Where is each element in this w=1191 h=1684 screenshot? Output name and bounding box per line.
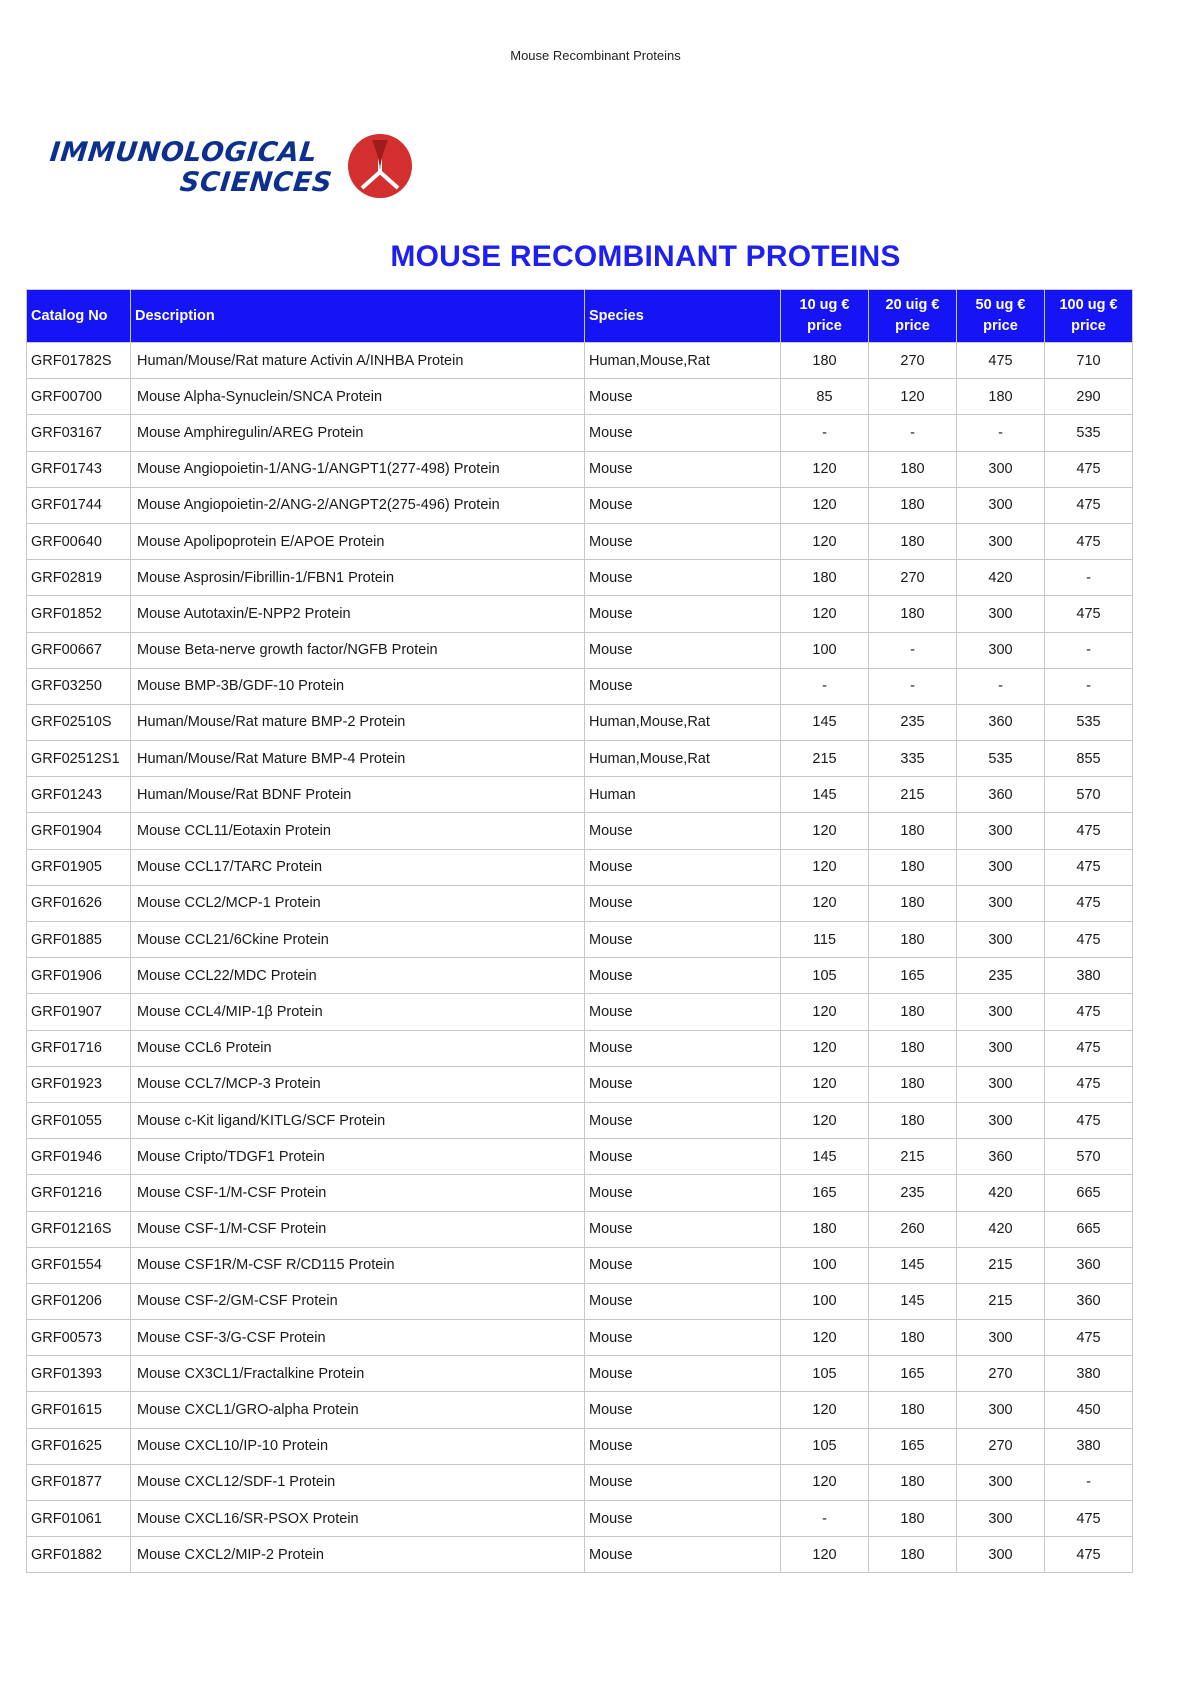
price-50ug-cell: 300 bbox=[957, 994, 1045, 1030]
price-100ug-cell: 290 bbox=[1045, 379, 1133, 415]
logo-line-1: IMMUNOLOGICAL bbox=[48, 137, 319, 168]
description-cell: Mouse CCL6 Protein bbox=[131, 1030, 585, 1066]
catalog-no-cell: GRF01885 bbox=[27, 922, 131, 958]
header-price-10ug: 10 ug € price bbox=[781, 290, 869, 343]
price-50ug-cell: 300 bbox=[957, 596, 1045, 632]
price-20ug-cell: 180 bbox=[869, 994, 957, 1030]
price-100ug-cell: - bbox=[1045, 1464, 1133, 1500]
price-50ug-cell: 300 bbox=[957, 1501, 1045, 1537]
price-50ug-cell: 270 bbox=[957, 1428, 1045, 1464]
price-50ug-cell: 300 bbox=[957, 451, 1045, 487]
table-row bbox=[27, 1501, 1133, 1537]
species-cell: Mouse bbox=[585, 1392, 781, 1428]
price-20ug-cell: 180 bbox=[869, 1030, 957, 1066]
description-cell: Mouse CSF-1/M-CSF Protein bbox=[131, 1211, 585, 1247]
price-50ug-cell: 420 bbox=[957, 560, 1045, 596]
description-cell: Human/Mouse/Rat BDNF Protein bbox=[131, 777, 585, 813]
catalog-no-cell: GRF01782S bbox=[27, 343, 131, 379]
description-cell: Mouse CCL7/MCP-3 Protein bbox=[131, 1066, 585, 1102]
species-cell: Mouse bbox=[585, 885, 781, 921]
catalog-no-cell: GRF01061 bbox=[27, 1501, 131, 1537]
price-10ug-cell: 120 bbox=[781, 596, 869, 632]
price-10ug-cell: 100 bbox=[781, 1283, 869, 1319]
price-20ug-cell: 180 bbox=[869, 1320, 957, 1356]
price-100ug-cell: 570 bbox=[1045, 777, 1133, 813]
description-cell: Mouse Asprosin/Fibrillin-1/FBN1 Protein bbox=[131, 560, 585, 596]
price-10ug-cell: - bbox=[781, 668, 869, 704]
description-cell: Mouse Angiopoietin-2/ANG-2/ANGPT2(275-496) Protein bbox=[131, 487, 585, 523]
table-row bbox=[27, 1247, 1133, 1283]
species-cell: Human,Mouse,Rat bbox=[585, 343, 781, 379]
table-row bbox=[27, 1428, 1133, 1464]
species-cell: Mouse bbox=[585, 1428, 781, 1464]
species-cell: Mouse bbox=[585, 1066, 781, 1102]
price-100ug-cell: 570 bbox=[1045, 1139, 1133, 1175]
price-20ug-cell: - bbox=[869, 632, 957, 668]
description-cell: Human/Mouse/Rat Mature BMP-4 Protein bbox=[131, 741, 585, 777]
catalog-no-cell: GRF01393 bbox=[27, 1356, 131, 1392]
price-100ug-cell: 475 bbox=[1045, 813, 1133, 849]
price-20ug-cell: 180 bbox=[869, 1392, 957, 1428]
table-row bbox=[27, 813, 1133, 849]
price-100ug-cell: 665 bbox=[1045, 1211, 1133, 1247]
description-cell: Mouse c-Kit ligand/KITLG/SCF Protein bbox=[131, 1102, 585, 1138]
table-row bbox=[27, 1356, 1133, 1392]
catalog-no-cell: GRF01744 bbox=[27, 487, 131, 523]
description-cell: Mouse CCL2/MCP-1 Protein bbox=[131, 885, 585, 921]
price-50ug-cell: 300 bbox=[957, 523, 1045, 559]
price-50ug-cell: 360 bbox=[957, 777, 1045, 813]
price-10ug-cell: - bbox=[781, 415, 869, 451]
species-cell: Mouse bbox=[585, 560, 781, 596]
price-50ug-cell: 300 bbox=[957, 922, 1045, 958]
header-price-20ug: 20 uig € price bbox=[869, 290, 957, 343]
price-20ug-cell: 180 bbox=[869, 813, 957, 849]
catalog-no-cell: GRF01216S bbox=[27, 1211, 131, 1247]
catalog-no-cell: GRF01216 bbox=[27, 1175, 131, 1211]
price-10ug-cell: - bbox=[781, 1501, 869, 1537]
catalog-no-cell: GRF02512S1 bbox=[27, 741, 131, 777]
price-100ug-cell: 475 bbox=[1045, 1030, 1133, 1066]
price-20ug-cell: 180 bbox=[869, 1102, 957, 1138]
catalog-no-cell: GRF01625 bbox=[27, 1428, 131, 1464]
species-cell: Mouse bbox=[585, 1030, 781, 1066]
catalog-no-cell: GRF01716 bbox=[27, 1030, 131, 1066]
price-100ug-cell: 475 bbox=[1045, 885, 1133, 921]
species-cell: Mouse bbox=[585, 632, 781, 668]
price-20ug-cell: 145 bbox=[869, 1247, 957, 1283]
price-50ug-cell: 300 bbox=[957, 487, 1045, 523]
description-cell: Mouse CSF1R/M-CSF R/CD115 Protein bbox=[131, 1247, 585, 1283]
price-50ug-cell: 300 bbox=[957, 632, 1045, 668]
price-100ug-cell: 475 bbox=[1045, 849, 1133, 885]
species-cell: Human,Mouse,Rat bbox=[585, 704, 781, 740]
price-10ug-cell: 105 bbox=[781, 958, 869, 994]
description-cell: Mouse CCL21/6Ckine Protein bbox=[131, 922, 585, 958]
catalog-no-cell: GRF01906 bbox=[27, 958, 131, 994]
description-cell: Mouse CXCL2/MIP-2 Protein bbox=[131, 1537, 585, 1573]
price-50ug-cell: 300 bbox=[957, 1392, 1045, 1428]
species-cell: Mouse bbox=[585, 1464, 781, 1500]
description-cell: Mouse Amphiregulin/AREG Protein bbox=[131, 415, 585, 451]
price-10ug-cell: 120 bbox=[781, 523, 869, 559]
table-row bbox=[27, 1320, 1133, 1356]
price-10ug-cell: 120 bbox=[781, 813, 869, 849]
price-10ug-cell: 120 bbox=[781, 1464, 869, 1500]
species-cell: Mouse bbox=[585, 922, 781, 958]
species-cell: Mouse bbox=[585, 487, 781, 523]
price-10ug-cell: 120 bbox=[781, 1392, 869, 1428]
price-10ug-cell: 165 bbox=[781, 1175, 869, 1211]
logo-emblem-icon bbox=[346, 132, 414, 200]
species-cell: Mouse bbox=[585, 994, 781, 1030]
table-row bbox=[27, 994, 1133, 1030]
price-100ug-cell: - bbox=[1045, 632, 1133, 668]
species-cell: Mouse bbox=[585, 849, 781, 885]
description-cell: Mouse CSF-1/M-CSF Protein bbox=[131, 1175, 585, 1211]
price-20ug-cell: 165 bbox=[869, 1428, 957, 1464]
catalog-no-cell: GRF01743 bbox=[27, 451, 131, 487]
price-50ug-cell: 360 bbox=[957, 1139, 1045, 1175]
price-50ug-cell: 215 bbox=[957, 1247, 1045, 1283]
description-cell: Mouse CX3CL1/Fractalkine Protein bbox=[131, 1356, 585, 1392]
table-row bbox=[27, 1283, 1133, 1319]
species-cell: Mouse bbox=[585, 1211, 781, 1247]
price-10ug-cell: 145 bbox=[781, 1139, 869, 1175]
table-row bbox=[27, 958, 1133, 994]
price-100ug-cell: 380 bbox=[1045, 1428, 1133, 1464]
table-row bbox=[27, 632, 1133, 668]
description-cell: Mouse Autotaxin/E-NPP2 Protein bbox=[131, 596, 585, 632]
table-row bbox=[27, 560, 1133, 596]
description-cell: Mouse CCL4/MIP-1β Protein bbox=[131, 994, 585, 1030]
header-catalog-no: Catalog No bbox=[27, 290, 131, 343]
header-price-100ug: 100 ug € price bbox=[1045, 290, 1133, 343]
description-cell: Human/Mouse/Rat mature BMP-2 Protein bbox=[131, 704, 585, 740]
price-50ug-cell: 300 bbox=[957, 1464, 1045, 1500]
price-50ug-cell: 420 bbox=[957, 1211, 1045, 1247]
price-20ug-cell: 165 bbox=[869, 1356, 957, 1392]
table-row bbox=[27, 1139, 1133, 1175]
price-10ug-cell: 145 bbox=[781, 704, 869, 740]
description-cell: Mouse CXCL10/IP-10 Protein bbox=[131, 1428, 585, 1464]
price-100ug-cell: 475 bbox=[1045, 487, 1133, 523]
description-cell: Mouse CCL22/MDC Protein bbox=[131, 958, 585, 994]
description-cell: Mouse CXCL16/SR-PSOX Protein bbox=[131, 1501, 585, 1537]
price-20ug-cell: 180 bbox=[869, 922, 957, 958]
price-20ug-cell: 270 bbox=[869, 343, 957, 379]
price-100ug-cell: 450 bbox=[1045, 1392, 1133, 1428]
price-20ug-cell: 235 bbox=[869, 1175, 957, 1211]
price-10ug-cell: 180 bbox=[781, 560, 869, 596]
catalog-no-cell: GRF01905 bbox=[27, 849, 131, 885]
catalog-no-cell: GRF00573 bbox=[27, 1320, 131, 1356]
species-cell: Mouse bbox=[585, 1139, 781, 1175]
species-cell: Mouse bbox=[585, 1175, 781, 1211]
table-row bbox=[27, 451, 1133, 487]
table-row bbox=[27, 668, 1133, 704]
price-50ug-cell: 300 bbox=[957, 1320, 1045, 1356]
catalog-no-cell: GRF01877 bbox=[27, 1464, 131, 1500]
product-price-table bbox=[26, 289, 1133, 1573]
table-row bbox=[27, 1066, 1133, 1102]
table-row bbox=[27, 487, 1133, 523]
price-100ug-cell: - bbox=[1045, 668, 1133, 704]
price-50ug-cell: 300 bbox=[957, 1102, 1045, 1138]
species-cell: Mouse bbox=[585, 1501, 781, 1537]
description-cell: Mouse Apolipoprotein E/APOE Protein bbox=[131, 523, 585, 559]
price-50ug-cell: 215 bbox=[957, 1283, 1045, 1319]
price-100ug-cell: 475 bbox=[1045, 523, 1133, 559]
table-row bbox=[27, 849, 1133, 885]
description-cell: Human/Mouse/Rat mature Activin A/INHBA Protein bbox=[131, 343, 585, 379]
price-100ug-cell: 475 bbox=[1045, 596, 1133, 632]
price-20ug-cell: - bbox=[869, 668, 957, 704]
price-20ug-cell: 180 bbox=[869, 1464, 957, 1500]
species-cell: Mouse bbox=[585, 1320, 781, 1356]
species-cell: Mouse bbox=[585, 1356, 781, 1392]
price-20ug-cell: 180 bbox=[869, 523, 957, 559]
species-cell: Mouse bbox=[585, 958, 781, 994]
price-20ug-cell: 165 bbox=[869, 958, 957, 994]
price-10ug-cell: 145 bbox=[781, 777, 869, 813]
price-10ug-cell: 100 bbox=[781, 632, 869, 668]
price-50ug-cell: 300 bbox=[957, 885, 1045, 921]
document-title: MOUSE RECOMBINANT PROTEINS bbox=[390, 240, 901, 273]
price-20ug-cell: 180 bbox=[869, 596, 957, 632]
species-cell: Mouse bbox=[585, 813, 781, 849]
header-price-50ug: 50 ug € price bbox=[957, 290, 1045, 343]
catalog-no-cell: GRF02510S bbox=[27, 704, 131, 740]
price-100ug-cell: 475 bbox=[1045, 1102, 1133, 1138]
price-20ug-cell: 215 bbox=[869, 777, 957, 813]
company-logo bbox=[50, 132, 430, 204]
table-body bbox=[27, 343, 1133, 1573]
logo-line-2: SCIENCES bbox=[178, 167, 334, 198]
table-row bbox=[27, 1102, 1133, 1138]
price-20ug-cell: 215 bbox=[869, 1139, 957, 1175]
price-50ug-cell: 270 bbox=[957, 1356, 1045, 1392]
price-100ug-cell: 380 bbox=[1045, 1356, 1133, 1392]
price-100ug-cell: 475 bbox=[1045, 994, 1133, 1030]
description-cell: Mouse Alpha-Synuclein/SNCA Protein bbox=[131, 379, 585, 415]
price-10ug-cell: 100 bbox=[781, 1247, 869, 1283]
price-20ug-cell: 180 bbox=[869, 1066, 957, 1102]
price-20ug-cell: 180 bbox=[869, 1537, 957, 1573]
price-100ug-cell: 475 bbox=[1045, 1066, 1133, 1102]
price-50ug-cell: 300 bbox=[957, 1066, 1045, 1102]
catalog-no-cell: GRF01946 bbox=[27, 1139, 131, 1175]
price-100ug-cell: 360 bbox=[1045, 1283, 1133, 1319]
price-10ug-cell: 120 bbox=[781, 849, 869, 885]
catalog-no-cell: GRF01904 bbox=[27, 813, 131, 849]
catalog-no-cell: GRF03167 bbox=[27, 415, 131, 451]
price-10ug-cell: 85 bbox=[781, 379, 869, 415]
price-50ug-cell: - bbox=[957, 415, 1045, 451]
catalog-no-cell: GRF01554 bbox=[27, 1247, 131, 1283]
catalog-no-cell: GRF01626 bbox=[27, 885, 131, 921]
table-row bbox=[27, 523, 1133, 559]
price-100ug-cell: 665 bbox=[1045, 1175, 1133, 1211]
price-100ug-cell: 380 bbox=[1045, 958, 1133, 994]
species-cell: Mouse bbox=[585, 523, 781, 559]
catalog-no-cell: GRF01852 bbox=[27, 596, 131, 632]
price-20ug-cell: 270 bbox=[869, 560, 957, 596]
catalog-no-cell: GRF00640 bbox=[27, 523, 131, 559]
description-cell: Mouse Cripto/TDGF1 Protein bbox=[131, 1139, 585, 1175]
table-row bbox=[27, 1464, 1133, 1500]
page-header: Mouse Recombinant Proteins bbox=[510, 48, 681, 63]
species-cell: Mouse bbox=[585, 1247, 781, 1283]
table-row bbox=[27, 343, 1133, 379]
price-100ug-cell: 535 bbox=[1045, 415, 1133, 451]
description-cell: Mouse CXCL1/GRO-alpha Protein bbox=[131, 1392, 585, 1428]
price-10ug-cell: 120 bbox=[781, 1537, 869, 1573]
price-10ug-cell: 120 bbox=[781, 1320, 869, 1356]
price-50ug-cell: 300 bbox=[957, 1537, 1045, 1573]
description-cell: Mouse Angiopoietin-1/ANG-1/ANGPT1(277-498) Protein bbox=[131, 451, 585, 487]
price-100ug-cell: 475 bbox=[1045, 1537, 1133, 1573]
price-20ug-cell: 180 bbox=[869, 885, 957, 921]
catalog-no-cell: GRF02819 bbox=[27, 560, 131, 596]
price-20ug-cell: 180 bbox=[869, 849, 957, 885]
price-20ug-cell: 145 bbox=[869, 1283, 957, 1319]
table-row bbox=[27, 777, 1133, 813]
price-50ug-cell: 475 bbox=[957, 343, 1045, 379]
catalog-no-cell: GRF00667 bbox=[27, 632, 131, 668]
price-50ug-cell: 300 bbox=[957, 813, 1045, 849]
price-20ug-cell: - bbox=[869, 415, 957, 451]
price-100ug-cell: 535 bbox=[1045, 704, 1133, 740]
price-10ug-cell: 105 bbox=[781, 1356, 869, 1392]
header-species: Species bbox=[585, 290, 781, 343]
price-50ug-cell: 420 bbox=[957, 1175, 1045, 1211]
table-row bbox=[27, 1211, 1133, 1247]
price-50ug-cell: 300 bbox=[957, 849, 1045, 885]
price-20ug-cell: 235 bbox=[869, 704, 957, 740]
price-10ug-cell: 120 bbox=[781, 1030, 869, 1066]
price-50ug-cell: 300 bbox=[957, 1030, 1045, 1066]
description-cell: Mouse CCL11/Eotaxin Protein bbox=[131, 813, 585, 849]
table-header-row bbox=[27, 290, 1133, 343]
catalog-no-cell: GRF01206 bbox=[27, 1283, 131, 1319]
table-row bbox=[27, 596, 1133, 632]
price-10ug-cell: 180 bbox=[781, 343, 869, 379]
catalog-no-cell: GRF00700 bbox=[27, 379, 131, 415]
table-row bbox=[27, 1175, 1133, 1211]
catalog-no-cell: GRF01907 bbox=[27, 994, 131, 1030]
species-cell: Human,Mouse,Rat bbox=[585, 741, 781, 777]
species-cell: Mouse bbox=[585, 1537, 781, 1573]
catalog-no-cell: GRF01615 bbox=[27, 1392, 131, 1428]
catalog-no-cell: GRF01923 bbox=[27, 1066, 131, 1102]
price-100ug-cell: 475 bbox=[1045, 922, 1133, 958]
price-100ug-cell: - bbox=[1045, 560, 1133, 596]
table-row bbox=[27, 922, 1133, 958]
price-20ug-cell: 120 bbox=[869, 379, 957, 415]
price-100ug-cell: 360 bbox=[1045, 1247, 1133, 1283]
table-row bbox=[27, 415, 1133, 451]
price-100ug-cell: 710 bbox=[1045, 343, 1133, 379]
species-cell: Mouse bbox=[585, 596, 781, 632]
description-cell: Mouse CSF-3/G-CSF Protein bbox=[131, 1320, 585, 1356]
catalog-no-cell: GRF03250 bbox=[27, 668, 131, 704]
header-description: Description bbox=[131, 290, 585, 343]
price-50ug-cell: 180 bbox=[957, 379, 1045, 415]
price-20ug-cell: 260 bbox=[869, 1211, 957, 1247]
price-10ug-cell: 215 bbox=[781, 741, 869, 777]
description-cell: Mouse CSF-2/GM-CSF Protein bbox=[131, 1283, 585, 1319]
price-10ug-cell: 115 bbox=[781, 922, 869, 958]
price-10ug-cell: 120 bbox=[781, 487, 869, 523]
price-20ug-cell: 180 bbox=[869, 451, 957, 487]
price-10ug-cell: 105 bbox=[781, 1428, 869, 1464]
table-row bbox=[27, 741, 1133, 777]
catalog-no-cell: GRF01243 bbox=[27, 777, 131, 813]
price-100ug-cell: 475 bbox=[1045, 1501, 1133, 1537]
price-10ug-cell: 120 bbox=[781, 1102, 869, 1138]
description-cell: Mouse BMP-3B/GDF-10 Protein bbox=[131, 668, 585, 704]
price-50ug-cell: 360 bbox=[957, 704, 1045, 740]
species-cell: Mouse bbox=[585, 1283, 781, 1319]
species-cell: Mouse bbox=[585, 379, 781, 415]
price-20ug-cell: 180 bbox=[869, 487, 957, 523]
table-row bbox=[27, 885, 1133, 921]
description-cell: Mouse CCL17/TARC Protein bbox=[131, 849, 585, 885]
price-10ug-cell: 120 bbox=[781, 885, 869, 921]
price-100ug-cell: 475 bbox=[1045, 1320, 1133, 1356]
description-cell: Mouse Beta-nerve growth factor/NGFB Protein bbox=[131, 632, 585, 668]
price-20ug-cell: 180 bbox=[869, 1501, 957, 1537]
species-cell: Mouse bbox=[585, 415, 781, 451]
description-cell: Mouse CXCL12/SDF-1 Protein bbox=[131, 1464, 585, 1500]
table-row bbox=[27, 379, 1133, 415]
catalog-no-cell: GRF01882 bbox=[27, 1537, 131, 1573]
price-50ug-cell: - bbox=[957, 668, 1045, 704]
table-row bbox=[27, 704, 1133, 740]
price-100ug-cell: 855 bbox=[1045, 741, 1133, 777]
table-row bbox=[27, 1392, 1133, 1428]
price-10ug-cell: 120 bbox=[781, 994, 869, 1030]
price-50ug-cell: 535 bbox=[957, 741, 1045, 777]
species-cell: Human bbox=[585, 777, 781, 813]
price-100ug-cell: 475 bbox=[1045, 451, 1133, 487]
table-row bbox=[27, 1537, 1133, 1573]
table-row bbox=[27, 1030, 1133, 1066]
catalog-no-cell: GRF01055 bbox=[27, 1102, 131, 1138]
species-cell: Mouse bbox=[585, 451, 781, 487]
species-cell: Mouse bbox=[585, 1102, 781, 1138]
price-50ug-cell: 235 bbox=[957, 958, 1045, 994]
price-10ug-cell: 120 bbox=[781, 1066, 869, 1102]
price-10ug-cell: 180 bbox=[781, 1211, 869, 1247]
price-10ug-cell: 120 bbox=[781, 451, 869, 487]
species-cell: Mouse bbox=[585, 668, 781, 704]
price-20ug-cell: 335 bbox=[869, 741, 957, 777]
